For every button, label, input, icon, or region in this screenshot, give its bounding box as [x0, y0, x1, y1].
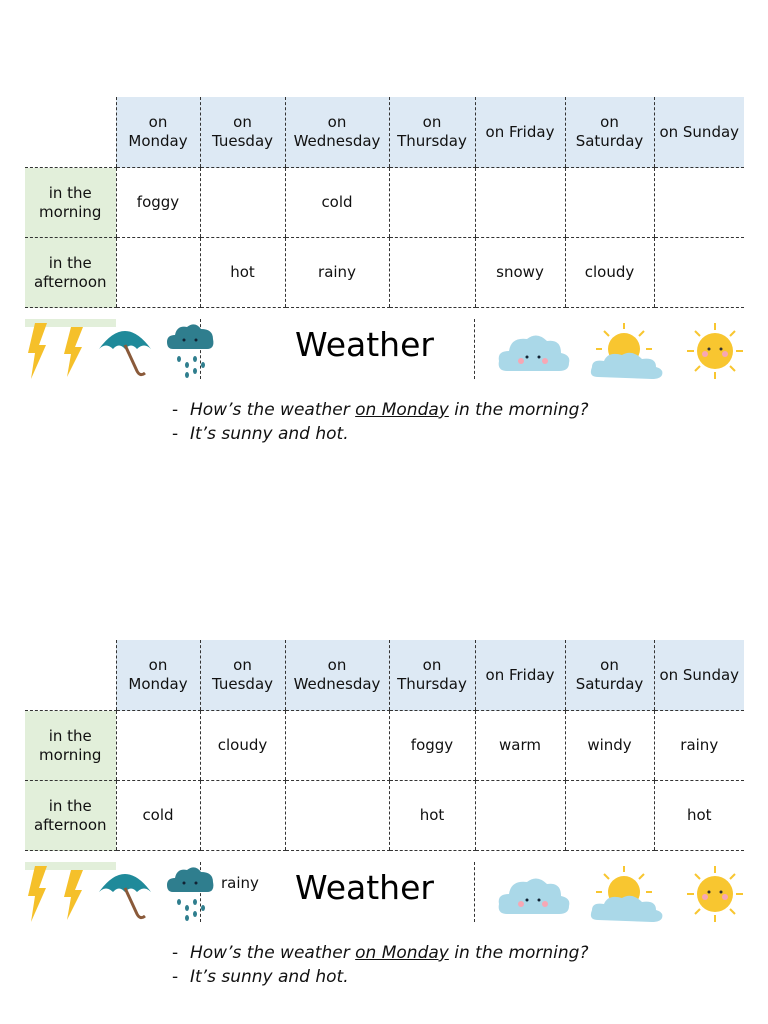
sun-behind-cloud-icon	[590, 321, 666, 381]
weather-title: Weather	[295, 325, 434, 364]
day-header: on Saturday	[565, 640, 654, 711]
question-line: - How’s the weather on Monday in the morning?	[172, 400, 589, 420]
corner-cell	[25, 97, 116, 168]
answer-line: - It’s sunny and hot.	[172, 967, 349, 987]
day-header: on Thursday	[389, 640, 475, 711]
weather-cell	[389, 168, 475, 238]
weather-cell	[654, 168, 744, 238]
umbrella-icon	[97, 321, 153, 379]
weather-cell: cold	[285, 168, 389, 238]
row-label-morning: in the morning	[25, 168, 116, 238]
weather-cell: windy	[565, 711, 654, 781]
weather-banner	[25, 319, 745, 387]
sun-icon	[685, 864, 745, 924]
weather-table	[25, 640, 744, 851]
day-header: on Wednesday	[285, 97, 389, 168]
day-header: on Sunday	[654, 97, 744, 168]
sun-behind-cloud-icon	[590, 864, 666, 924]
weather-cell: cloudy	[200, 711, 285, 781]
weather-cell: cloudy	[565, 238, 654, 308]
weather-cell	[285, 781, 389, 851]
weather-cell: rainy	[285, 238, 389, 308]
afternoon-row	[25, 781, 744, 851]
weather-cell	[200, 168, 285, 238]
divider	[474, 862, 475, 922]
row-label-morning: in the morning	[25, 711, 116, 781]
corner-cell	[25, 640, 116, 711]
lightning-icon	[61, 870, 85, 920]
weather-cell: hot	[654, 781, 744, 851]
header-row	[25, 640, 744, 711]
weather-cell: cold	[116, 781, 200, 851]
weather-cell: foggy	[116, 168, 200, 238]
overflow-text: rainy	[221, 874, 259, 892]
example-dialog	[172, 941, 589, 989]
weather-cell	[285, 711, 389, 781]
weather-cell	[654, 238, 744, 308]
row-label-afternoon: in the afternoon	[25, 238, 116, 308]
weather-cell	[475, 168, 565, 238]
weather-cell: foggy	[389, 711, 475, 781]
weather-cell	[389, 238, 475, 308]
weather-cell	[565, 168, 654, 238]
weather-cell: warm	[475, 711, 565, 781]
row-label-afternoon: in the afternoon	[25, 781, 116, 851]
answer-line: - It’s sunny and hot.	[172, 424, 349, 444]
weather-cell: hot	[200, 238, 285, 308]
weather-cell	[475, 781, 565, 851]
day-header: on Friday	[475, 640, 565, 711]
day-header: on Sunday	[654, 640, 744, 711]
weather-table	[25, 97, 744, 308]
divider	[474, 319, 475, 379]
cloud-icon	[497, 872, 571, 918]
day-header: on Monday	[116, 97, 200, 168]
umbrella-icon	[97, 864, 153, 922]
rain-cloud-icon	[165, 321, 217, 379]
weather-cell	[116, 238, 200, 308]
weather-cell: snowy	[475, 238, 565, 308]
day-header: on Saturday	[565, 97, 654, 168]
day-header: on Friday	[475, 97, 565, 168]
day-header: on Tuesday	[200, 640, 285, 711]
weather-cell: hot	[389, 781, 475, 851]
lightning-icon	[25, 323, 49, 379]
example-dialog	[172, 398, 589, 446]
weather-cell	[565, 781, 654, 851]
day-header: on Wednesday	[285, 640, 389, 711]
morning-row	[25, 711, 744, 781]
afternoon-row	[25, 238, 744, 308]
day-header: on Monday	[116, 640, 200, 711]
lightning-icon	[25, 866, 49, 922]
cloud-icon	[497, 329, 571, 375]
weather-cell	[200, 781, 285, 851]
morning-row	[25, 168, 744, 238]
weather-banner	[25, 862, 745, 930]
rain-cloud-icon	[165, 864, 217, 922]
day-header: on Thursday	[389, 97, 475, 168]
day-header: on Tuesday	[200, 97, 285, 168]
question-line: - How’s the weather on Monday in the morning?	[172, 943, 589, 963]
weather-cell	[116, 711, 200, 781]
header-row	[25, 97, 744, 168]
weather-title: Weather	[295, 868, 434, 907]
lightning-icon	[61, 327, 85, 377]
weather-cell: rainy	[654, 711, 744, 781]
sun-icon	[685, 321, 745, 381]
